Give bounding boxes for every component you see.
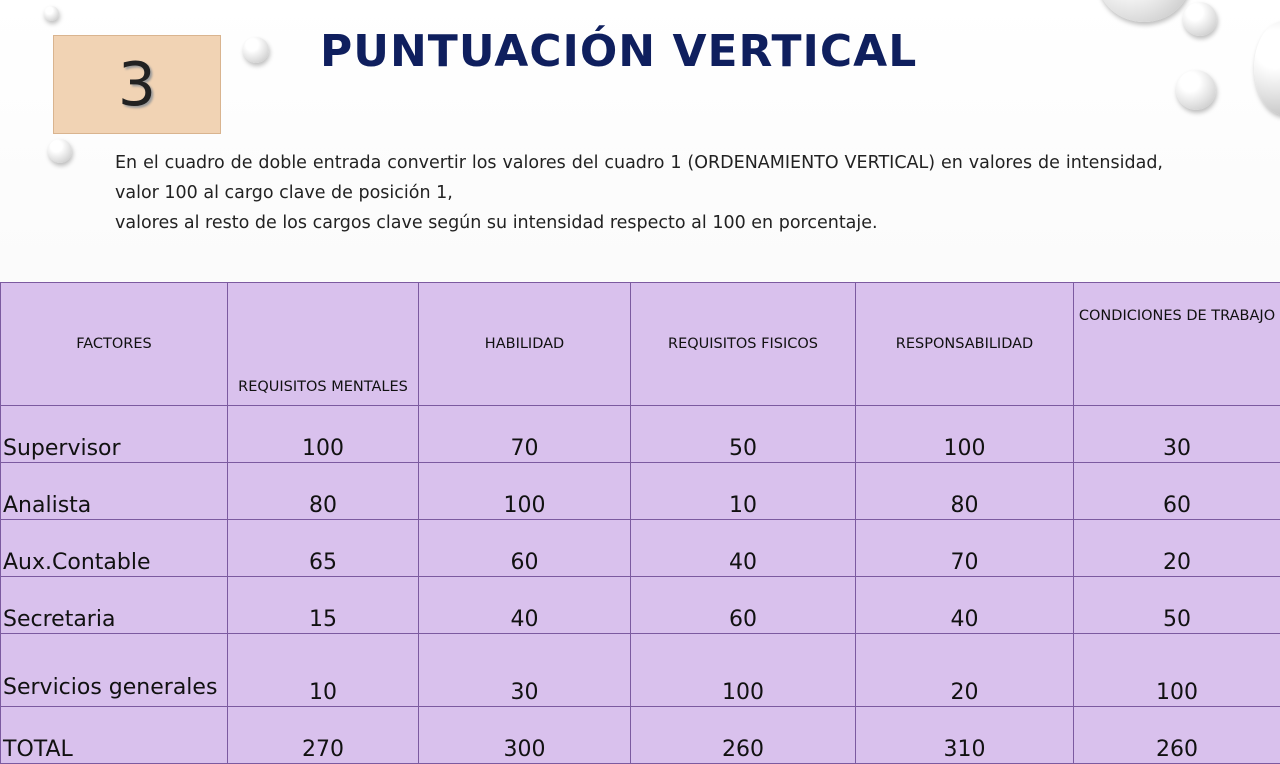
- table-cell: 40: [856, 577, 1074, 634]
- table-header-row: [1, 283, 1280, 406]
- decorative-drop: [1183, 2, 1217, 36]
- row-name: Supervisor: [1, 406, 228, 463]
- table-cell: 260: [631, 707, 856, 764]
- table-cell: 40: [631, 520, 856, 577]
- header-responsabilidad: RESPONSABILIDAD: [856, 283, 1074, 406]
- table-cell: 70: [419, 406, 631, 463]
- table-cell: 100: [419, 463, 631, 520]
- table-cell: 100: [228, 406, 419, 463]
- table-row: [1, 463, 1280, 520]
- decorative-drop: [44, 6, 59, 21]
- table-cell: 100: [1074, 634, 1280, 707]
- decorative-drop: [1176, 70, 1216, 110]
- decorative-drop: [1098, 0, 1190, 22]
- table-cell: 10: [631, 463, 856, 520]
- table-row: [1, 520, 1280, 577]
- intro-text: [115, 148, 1163, 238]
- table-cell: 30: [419, 634, 631, 707]
- table-cell: 80: [228, 463, 419, 520]
- table-row-total: [1, 707, 1280, 764]
- table-row: [1, 634, 1280, 707]
- header-requisitos-fisicos: REQUISITOS FISICOS: [631, 283, 856, 406]
- row-name: Secretaria: [1, 577, 228, 634]
- table-row: [1, 577, 1280, 634]
- table-cell: 10: [228, 634, 419, 707]
- table-cell: 270: [228, 707, 419, 764]
- row-name: TOTAL: [1, 707, 228, 764]
- table-cell: 260: [1074, 707, 1280, 764]
- table-cell: 50: [631, 406, 856, 463]
- intro-line-1: En el cuadro de doble entrada convertir los valores del cuadro 1 (ORDENAMIENTO VERTICAL) en valores de intensidad, valor 100 al cargo clave de posición 1,: [115, 148, 1163, 208]
- scores-table: [0, 282, 1280, 764]
- page-title: PUNTUACIÓN VERTICAL: [320, 26, 917, 77]
- table-row: [1, 406, 1280, 463]
- header-requisitos-mentales: REQUISITOS MENTALES: [228, 283, 419, 406]
- table-cell: 50: [1074, 577, 1280, 634]
- intro-line-2: valores al resto de los cargos clave según su intensidad respecto al 100 en porcentaje.: [115, 208, 1163, 238]
- table-cell: 100: [631, 634, 856, 707]
- table-cell: 300: [419, 707, 631, 764]
- table-cell: 65: [228, 520, 419, 577]
- table-cell: 40: [419, 577, 631, 634]
- header-factores: FACTORES: [1, 283, 228, 406]
- slide-number-box: [53, 35, 221, 134]
- table-cell: 60: [631, 577, 856, 634]
- table-cell: 20: [1074, 520, 1280, 577]
- decorative-drop: [48, 139, 72, 163]
- table-cell: 15: [228, 577, 419, 634]
- row-name: Aux.Contable: [1, 520, 228, 577]
- header-condiciones-de-trabajo: CONDICIONES DE TRABAJO: [1074, 283, 1280, 406]
- row-name: Servicios generales: [1, 634, 228, 707]
- table-cell: 100: [856, 406, 1074, 463]
- table-cell: 80: [856, 463, 1074, 520]
- table-cell: 20: [856, 634, 1074, 707]
- table-cell: 310: [856, 707, 1074, 764]
- table-cell: 60: [419, 520, 631, 577]
- table-cell: 30: [1074, 406, 1280, 463]
- header-habilidad: HABILIDAD: [419, 283, 631, 406]
- slide-number: 3: [118, 50, 156, 120]
- table-cell: 60: [1074, 463, 1280, 520]
- table-cell: 70: [856, 520, 1074, 577]
- row-name: Analista: [1, 463, 228, 520]
- decorative-drop: [1254, 21, 1280, 115]
- decorative-drop: [243, 37, 269, 63]
